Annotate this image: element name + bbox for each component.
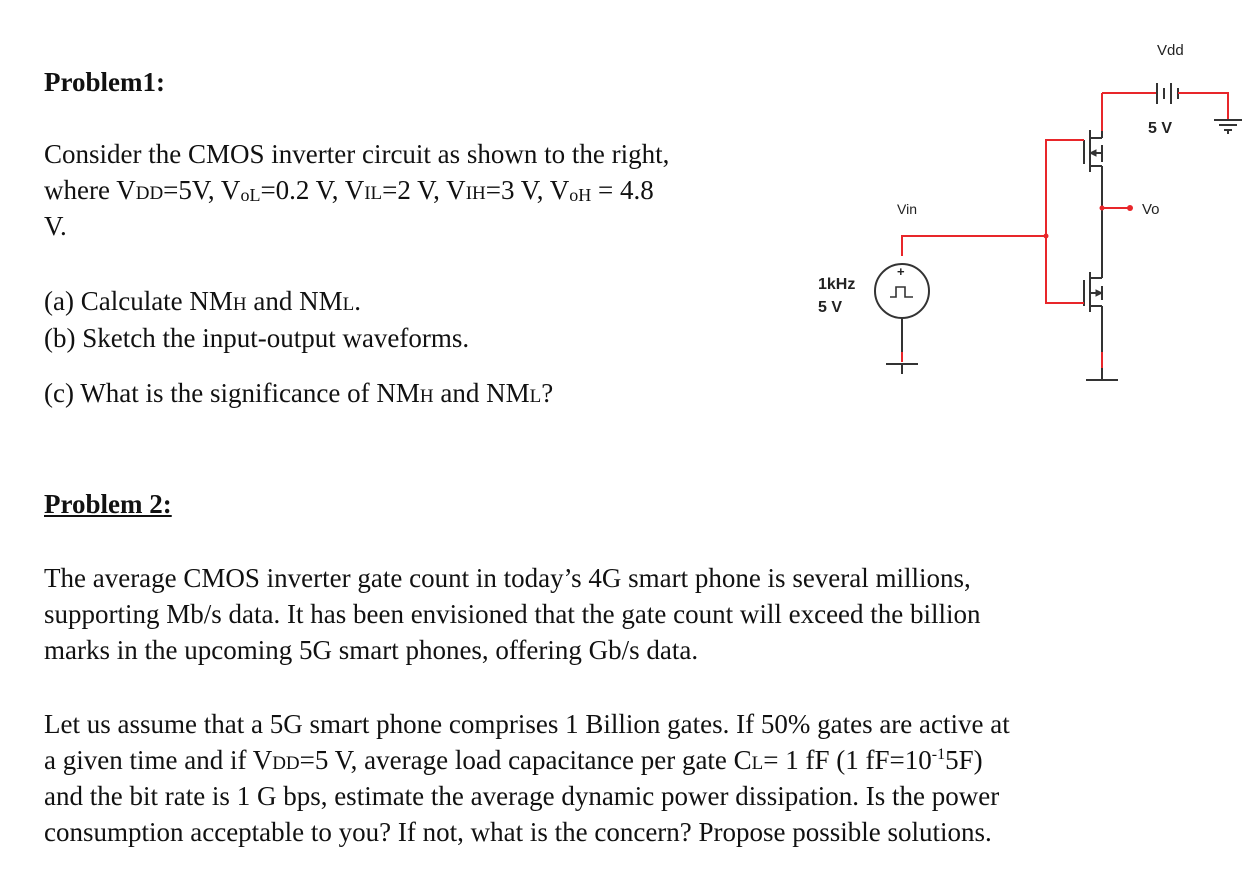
source-frequency: 1kHz bbox=[818, 276, 856, 293]
problem2-title: Problem 2: bbox=[44, 489, 172, 519]
problem2-para1-line2: supporting Mb/s data. It has been envisioned that the gate count will exceed the billion bbox=[44, 599, 981, 629]
problem2-para2-line1: Let us assume that a 5G smart phone comprises 1 Billion gates. If 50% gates are active at bbox=[44, 709, 1010, 739]
plus-sign: + bbox=[897, 264, 905, 279]
problem1-title: Problem1: bbox=[44, 67, 165, 97]
problem2-para1-line3: marks in the upcoming 5G smart phones, offering Gb/s data. bbox=[44, 635, 699, 665]
problem2-para1-line1: The average CMOS inverter gate count in today’s 4G smart phone is several millions, bbox=[44, 563, 971, 593]
problem2-para2-line4: consumption acceptable to you? If not, what is the concern? Propose possible solutions. bbox=[44, 817, 992, 847]
problem1-intro-line2: where VDD=5V, VoL=0.2 V, VIL=2 V, VIH=3 V, VoH = 4.8 bbox=[44, 175, 654, 205]
vin-label: Vin bbox=[897, 201, 917, 217]
problem2-para2-line2: a given time and if VDD=5 V, average load capacitance per gate CL= 1 fF (1 $fF=10^{-1}5F$) bbox=[44, 745, 983, 775]
problem1-intro-line3: V. bbox=[44, 211, 67, 241]
source-amplitude: 5 V bbox=[818, 299, 843, 316]
cmos-inverter-schematic bbox=[0, 0, 1260, 430]
problem2-para2-line3: and the bit rate is 1 G bps, estimate the average dynamic power dissipation. Is the power bbox=[44, 781, 1000, 811]
question-b: (b) Sketch the input-output waveforms. bbox=[44, 323, 470, 353]
question-c: (c) What is the significance of NMH and NML? bbox=[44, 378, 554, 408]
gate-wire bbox=[1046, 140, 1084, 303]
vo-node bbox=[1127, 205, 1133, 211]
vdd-label: Vdd bbox=[1157, 42, 1184, 59]
pmos-transistor bbox=[1084, 130, 1102, 250]
vdd-value: 5 V bbox=[1148, 120, 1173, 137]
problem1-intro-line1: Consider the CMOS inverter circuit as shown to the right, bbox=[44, 139, 670, 169]
vo-label: Vo bbox=[1142, 201, 1160, 218]
vin-wire bbox=[902, 236, 1046, 256]
question-a: (a) Calculate NMH and NML. bbox=[44, 286, 362, 316]
nmos-transistor bbox=[1084, 250, 1102, 352]
